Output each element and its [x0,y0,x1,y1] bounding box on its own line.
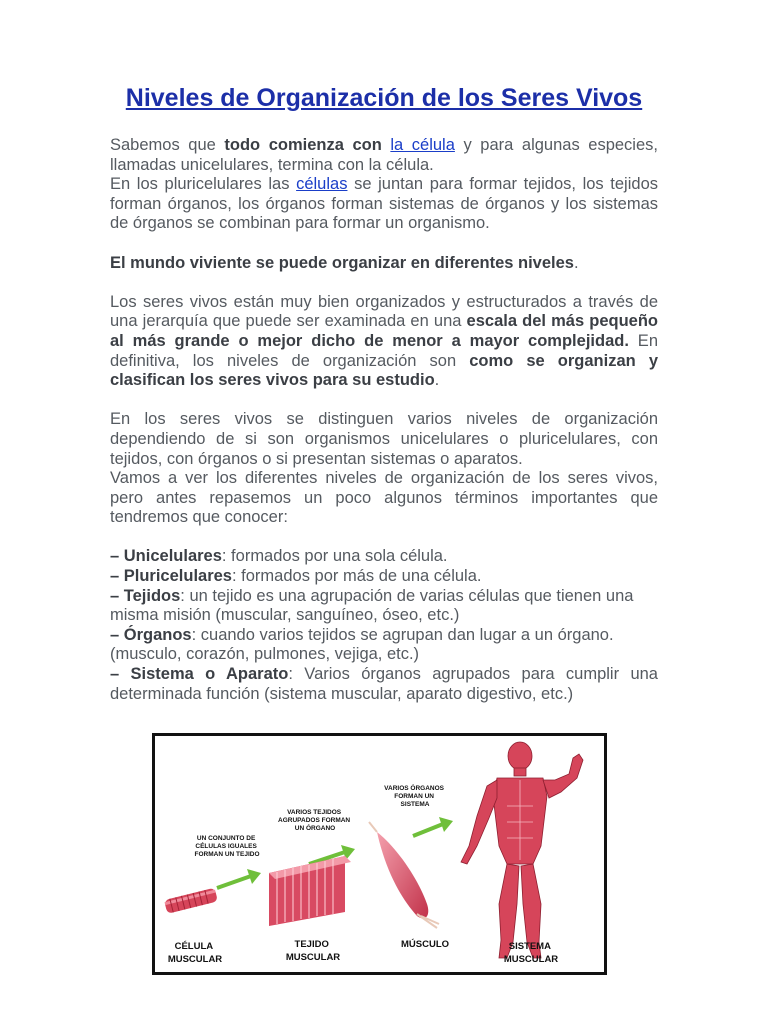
link-celulas[interactable]: células [296,175,348,194]
paragraph-terminos: Vamos a ver los diferentes niveles de organización de los seres vivos, pero antes repasemos un poco algunos términos importantes que tendremos que conocer: [110,469,658,527]
link-la-celula[interactable]: la célula [390,136,455,154]
text: se juntan para formar tejidos, los tejidos forman órganos, los órganos forman sistemas de órganos y los sistemas de órganos se combinan para formar un organismo. [110,175,658,233]
term: – Unicelulares [110,547,222,566]
definition: : Varios órganos agrupados para cumplir una determinada función (sistema muscular, aparato digestivo, etc.) [110,665,658,703]
bold-text: todo comienza con [224,136,382,154]
page-title: Niveles de Organización de los Seres Vivos [125,84,643,112]
label-muscle: MÚSCULO [400,939,450,950]
text: En definitiva, los niveles de organización son [110,331,658,370]
muscle-tissue-illustration [269,856,351,926]
label-muscle-tissue: TEJIDO MUSCULAR [285,939,341,963]
bold-text: como se organizan y clasifican los seres vivos para su estudio [110,351,658,390]
bold-text: escala del más pequeño al más grande o mejor dicho de menor a mayor complejidad. [110,312,658,350]
text: y para algunas especies, llamadas unicelulares, termina con la célula. [110,136,658,174]
list-item [110,665,658,704]
text: En los pluricelulares las [110,175,297,194]
label-muscular-system: SISTEMA MUSCULAR [503,941,559,965]
term: – Pluricelulares [110,567,232,586]
list-item [110,567,658,587]
text: Los seres vivos están muy bien organizados y estructurados a través de una jerarquía que puede ser examinada en una [110,292,658,331]
paragraph-mundo-viviente [110,254,658,274]
definition: : cuando varios tejidos se agrupan dan lugar a un órgano. (musculo, corazón, pulmones, vejiga, etc.) [110,625,614,664]
definition: : formados por una sola célula. [221,547,448,566]
muscle-illustration [369,822,439,928]
article-body [110,136,658,704]
muscle-organization-figure [152,733,607,975]
paragraph-jerarquia [110,293,658,391]
term: – Tejidos [110,586,181,605]
term: – S [110,665,142,684]
term: – Órganos [110,625,192,644]
arrow-icon [413,817,453,836]
text: Sabemos que [110,136,225,154]
caption-tissues: VARIOS TEJIDOS AGRUPADOS FORMAN UN ÓRGANO [278,809,351,832]
caption-cells: UN CONJUNTO DE CÉLULAS IGUALES FORMAN UN TEJIDO [194,835,260,858]
label-muscle-cell: CÉLULA MUSCULAR [167,941,223,965]
text: . [573,253,579,272]
definition: : formados por más de una célula. [232,567,482,586]
paragraph-intro [110,136,658,175]
caption-organs: VARIOS ÓRGANOS FORMAN UN SISTEMA [384,785,445,808]
muscular-system-illustration [461,742,583,958]
paragraph-pluricelulares [110,175,658,234]
list-item [110,626,658,665]
terms-list [110,547,658,704]
text: . [434,371,440,390]
term: istema o Aparato [141,665,289,684]
bold-text: El mundo viviente se puede organizar en diferentes niveles [110,253,574,272]
definition: : un tejido es una agrupación de varias células que tienen una misma misión (muscular, sanguíneo, óseo, etc.) [110,586,634,625]
list-item [110,587,658,626]
paragraph-niveles: En los seres vivos se distinguen varios niveles de organización dependiendo de si son organismos unicelulares o pluricelulares, con tejidos, con órganos o si presentan sistemas o aparatos. [110,410,658,468]
list-item [110,547,658,567]
muscle-cell-illustration [164,888,218,914]
figure-illustration [155,736,604,972]
arrow-icon [217,869,261,888]
